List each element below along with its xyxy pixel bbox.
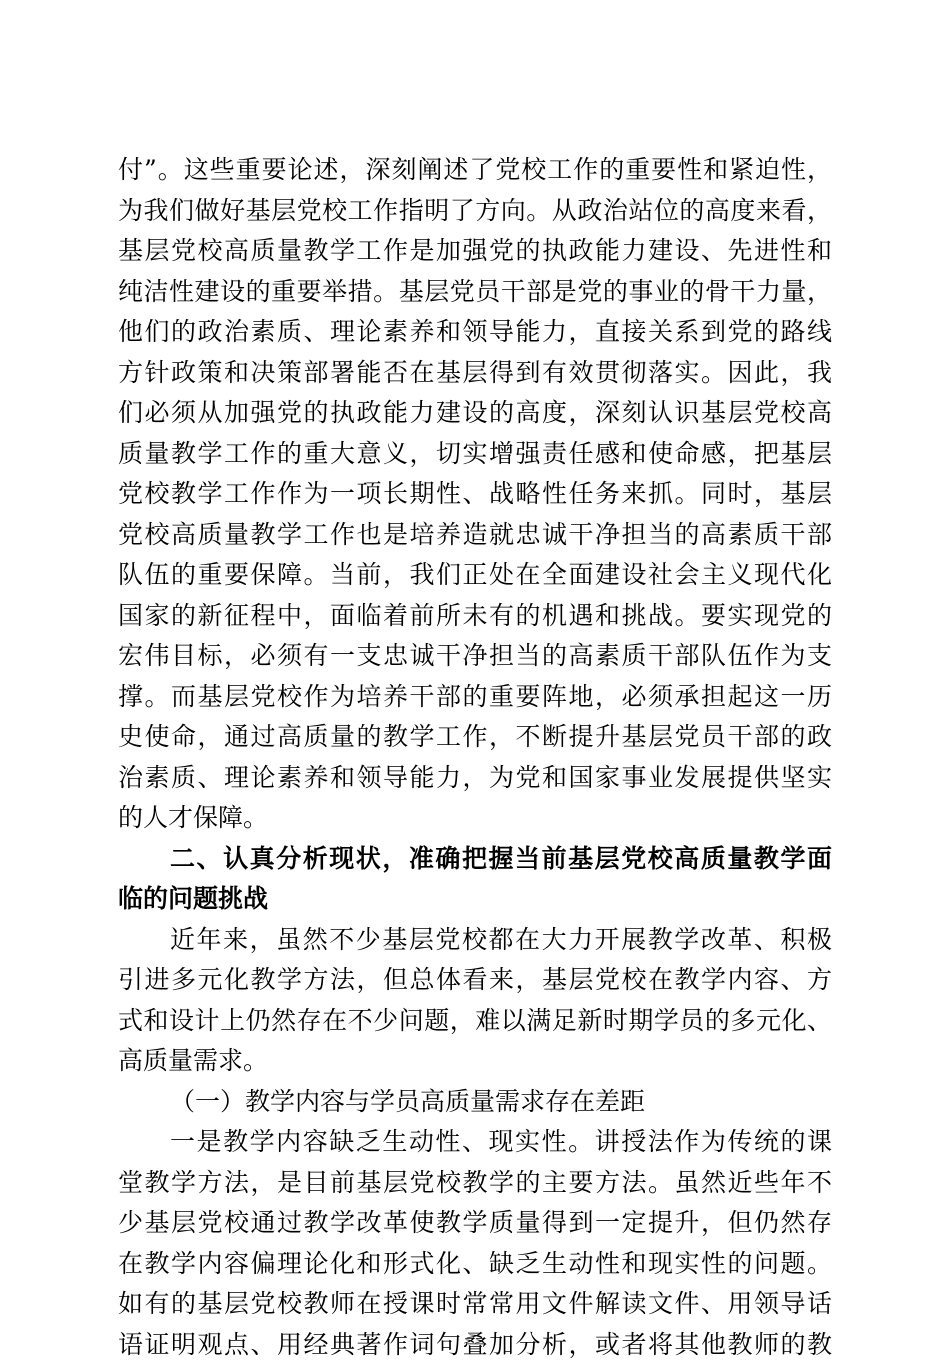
text-line: 队伍的重要保障。当前，我们正处在全面建设社会主义现代化 (118, 555, 832, 596)
text-line: 的人才保障。 (118, 798, 832, 839)
section-heading-line: 临的问题挑战 (118, 879, 832, 920)
text-line: 国家的新征程中，面临着前所未有的机遇和挑战。要实现党的 (118, 596, 832, 637)
text-line: 少基层党校通过教学改革使教学质量得到一定提升，但仍然存 (118, 1203, 832, 1244)
text-line: 一是教学内容缺乏生动性、现实性。讲授法作为传统的课 (118, 1122, 832, 1163)
paragraph-continuation (118, 150, 832, 839)
text-line: 史使命，通过高质量的教学工作，不断提升基层党员干部的政 (118, 717, 832, 758)
text-line: 党校教学工作作为一项长期性、战略性任务来抓。同时，基层 (118, 474, 832, 515)
text-line: 近年来，虽然不少基层党校都在大力开展教学改革、积极 (118, 920, 832, 961)
text-line: 他们的政治素质、理论素养和领导能力，直接关系到党的路线 (118, 312, 832, 353)
section-intro-paragraph (118, 920, 832, 1082)
text-line: 式和设计上仍然存在不少问题，难以满足新时期学员的多元化、 (118, 1001, 832, 1042)
text-line: 党校高质量教学工作也是培养造就忠诚干净担当的高素质干部 (118, 515, 832, 556)
text-line: 纯洁性建设的重要举措。基层党员干部是党的事业的骨干力量， (118, 272, 832, 313)
subsection-heading: （一）教学内容与学员高质量需求存在差距 (118, 1082, 832, 1123)
text-line: 堂教学方法，是目前基层党校教学的主要方法。虽然近些年不 (118, 1163, 832, 1204)
section-heading-line: 二、认真分析现状，准确把握当前基层党校高质量教学面 (118, 839, 832, 880)
text-line: 在教学内容偏理论化和形式化、缺乏生动性和现实性的问题。 (118, 1244, 832, 1285)
text-line: 治素质、理论素养和领导能力，为党和国家事业发展提供坚实 (118, 758, 832, 799)
document-page (118, 150, 832, 1365)
text-line: 付”。这些重要论述，深刻阐述了党校工作的重要性和紧迫性， (118, 150, 832, 191)
text-line: 基层党校高质量教学工作是加强党的执政能力建设、先进性和 (118, 231, 832, 272)
section-heading (118, 839, 832, 920)
text-line: 引进多元化教学方法，但总体看来，基层党校在教学内容、方 (118, 960, 832, 1001)
text-line: 方针政策和决策部署能否在基层得到有效贯彻落实。因此，我 (118, 353, 832, 394)
text-line: 如有的基层党校教师在授课时常常用文件解读文件、用领导话 (118, 1284, 832, 1325)
text-line: 为我们做好基层党校工作指明了方向。从政治站位的高度来看， (118, 191, 832, 232)
text-line: 高质量需求。 (118, 1041, 832, 1082)
text-line: 宏伟目标，必须有一支忠诚干净担当的高素质干部队伍作为支 (118, 636, 832, 677)
text-line: 们必须从加强党的执政能力建设的高度，深刻认识基层党校高 (118, 393, 832, 434)
text-line: 质量教学工作的重大意义，切实增强责任感和使命感，把基层 (118, 434, 832, 475)
subsection-body-paragraph (118, 1122, 832, 1365)
text-line: 撑。而基层党校作为培养干部的重要阵地，必须承担起这一历 (118, 677, 832, 718)
text-line: 语证明观点、用经典著作词句叠加分析，或者将其他教师的教 (118, 1325, 832, 1365)
